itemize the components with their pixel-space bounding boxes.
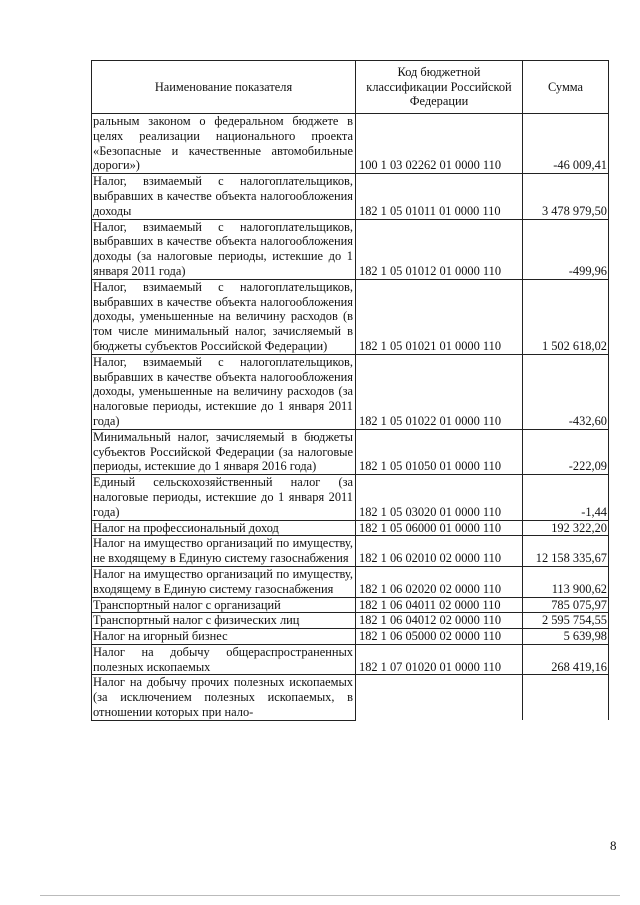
table-row [92, 520, 609, 536]
sum-cell: 12 158 335,67 [523, 536, 609, 567]
budget-code-cell [356, 675, 523, 720]
budget-code-cell: 182 1 06 02010 02 0000 110 [356, 536, 523, 567]
sum-cell: -46 009,41 [523, 114, 609, 174]
header-sum: Сумма [523, 61, 609, 114]
sum-cell: 5 639,98 [523, 629, 609, 645]
indicator-name-cell: Транспортный налог с физических лиц [92, 613, 356, 629]
indicator-name-cell: Налог на добычу общераспространенных полезных ископаемых [92, 644, 356, 675]
table-row [92, 219, 609, 279]
budget-code-cell: 182 1 06 02020 02 0000 110 [356, 566, 523, 597]
sum-cell: -222,09 [523, 429, 609, 474]
indicator-name-cell: ральным законом о федеральном бюджете в целях реализации национального проекта «Безопасные и качественные автомобильные дороги») [92, 114, 356, 174]
sum-cell: -432,60 [523, 354, 609, 429]
table-row [92, 475, 609, 520]
sum-cell: 785 075,97 [523, 597, 609, 613]
table-row [92, 644, 609, 675]
sum-cell: 268 419,16 [523, 644, 609, 675]
scan-bottom-edge [40, 895, 620, 896]
sum-cell: 1 502 618,02 [523, 279, 609, 354]
table-row [92, 174, 609, 219]
budget-code-cell: 182 1 05 01021 01 0000 110 [356, 279, 523, 354]
budget-code-cell: 182 1 06 04011 02 0000 110 [356, 597, 523, 613]
indicator-name-cell: Налог на добычу прочих полезных ископаемых (за исключением полезных ископаемых, в отношении которых при нало- [92, 675, 356, 720]
indicator-name-cell: Налог, взимаемый с налогоплательщиков, выбравших в качестве объекта налогообложения доходы [92, 174, 356, 219]
table-row [92, 536, 609, 567]
indicator-name-cell: Налог на имущество организаций по имуществу, не входящему в Единую систему газоснабжения [92, 536, 356, 567]
indicator-name-cell: Налог на игорный бизнес [92, 629, 356, 645]
sum-cell: 113 900,62 [523, 566, 609, 597]
table-row [92, 566, 609, 597]
table-header-row [92, 61, 609, 114]
table-row [92, 613, 609, 629]
table-row [92, 429, 609, 474]
table-row [92, 629, 609, 645]
indicator-name-cell: Налог, взимаемый с налогоплательщиков, выбравших в качестве объекта налогообложения доходы, уменьшенные на величину расходов (в том числе минимальный налог, зачисляемый в бюджеты субъектов Российской Федерации) [92, 279, 356, 354]
table-row [92, 114, 609, 174]
budget-code-cell: 182 1 06 04012 02 0000 110 [356, 613, 523, 629]
budget-code-cell: 182 1 05 01012 01 0000 110 [356, 219, 523, 279]
budget-code-cell: 182 1 05 06000 01 0000 110 [356, 520, 523, 536]
budget-code-cell: 182 1 05 01022 01 0000 110 [356, 354, 523, 429]
sum-cell: 192 322,20 [523, 520, 609, 536]
budget-revenue-table [91, 60, 609, 721]
budget-code-cell: 182 1 06 05000 02 0000 110 [356, 629, 523, 645]
budget-code-cell: 182 1 05 03020 01 0000 110 [356, 475, 523, 520]
table-row [92, 279, 609, 354]
indicator-name-cell: Налог, взимаемый с налогоплательщиков, выбравших в качестве объекта налогообложения доходы, уменьшенные на величину расходов (за налоговые периоды, истекшие до 1 января 2011 года) [92, 354, 356, 429]
table-body [92, 114, 609, 721]
table-row [92, 675, 609, 720]
budget-code-cell: 182 1 05 01050 01 0000 110 [356, 429, 523, 474]
indicator-name-cell: Минимальный налог, зачисляемый в бюджеты субъектов Российской Федерации (за налоговые периоды, истекшие до 1 января 2016 года) [92, 429, 356, 474]
page-number: 8 [610, 838, 617, 853]
indicator-name-cell: Налог, взимаемый с налогоплательщиков, выбравших в качестве объекта налогообложения доходы (за налоговые периоды, истекшие до 1 января 2011 года) [92, 219, 356, 279]
sum-cell: -499,96 [523, 219, 609, 279]
sum-cell: 2 595 754,55 [523, 613, 609, 629]
header-budget-code: Код бюджетной классификации Российской Федерации [356, 61, 523, 114]
budget-code-cell: 182 1 05 01011 01 0000 110 [356, 174, 523, 219]
sum-cell: 3 478 979,50 [523, 174, 609, 219]
budget-code-cell: 100 1 03 02262 01 0000 110 [356, 114, 523, 174]
sum-cell: -1,44 [523, 475, 609, 520]
header-indicator-name: Наименование показателя [92, 61, 356, 114]
sum-cell [523, 675, 609, 720]
indicator-name-cell: Транспортный налог с организаций [92, 597, 356, 613]
budget-code-cell: 182 1 07 01020 01 0000 110 [356, 644, 523, 675]
table-row [92, 354, 609, 429]
indicator-name-cell: Налог на имущество организаций по имуществу, входящему в Единую систему газоснабжения [92, 566, 356, 597]
indicator-name-cell: Налог на профессиональный доход [92, 520, 356, 536]
table-row [92, 597, 609, 613]
indicator-name-cell: Единый сельскохозяйственный налог (за налоговые периоды, истекшие до 1 января 2011 года) [92, 475, 356, 520]
